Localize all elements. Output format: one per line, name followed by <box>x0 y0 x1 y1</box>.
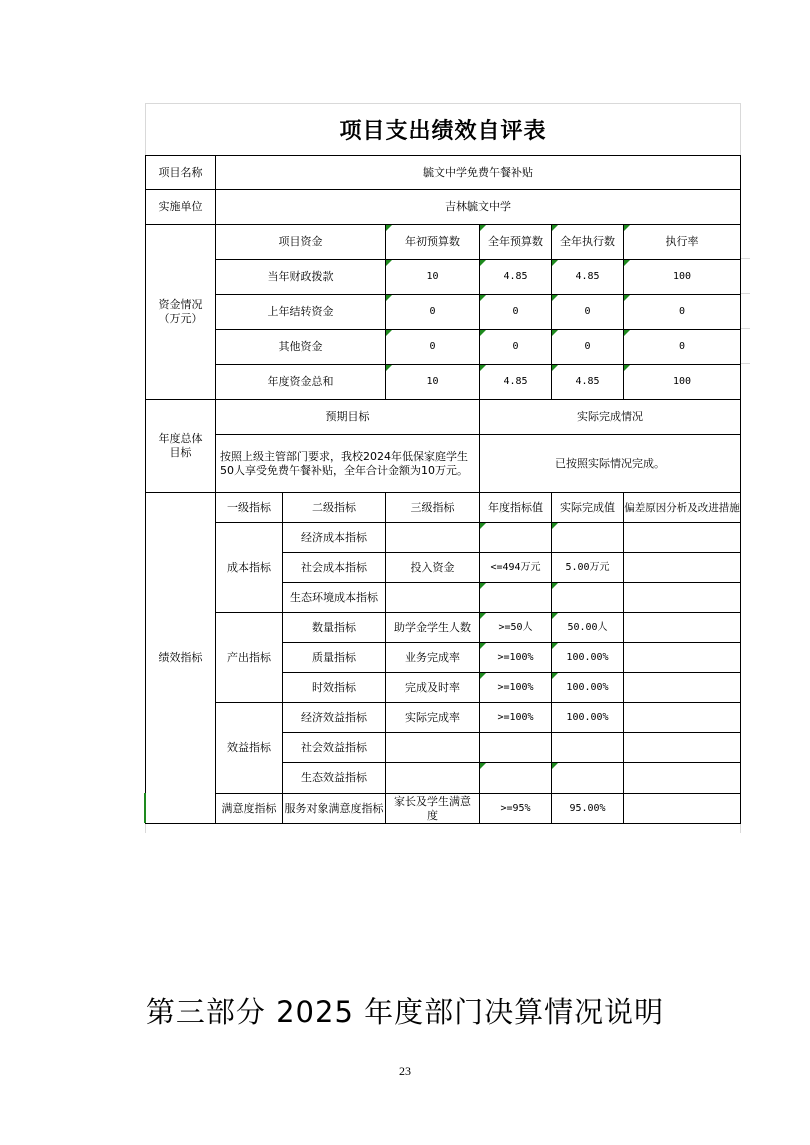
level1-cost: 成本指标 <box>215 522 283 613</box>
target-value: >=100% <box>479 642 552 673</box>
deviation-analysis <box>623 762 741 794</box>
cell-comment-marker <box>624 330 630 336</box>
sheet-gridline <box>741 363 750 364</box>
level3-indicator <box>385 762 480 794</box>
level2-indicator: 服务对象满意度指标 <box>282 793 386 824</box>
level3-indicator <box>385 732 480 763</box>
deviation-analysis <box>623 582 741 613</box>
cell-comment-marker <box>386 295 392 301</box>
funds-value: 10 <box>385 364 480 400</box>
funds-header: 年初预算数 <box>385 224 480 260</box>
target-value <box>479 762 552 794</box>
deviation-analysis <box>623 672 741 703</box>
funds-value: 4.85 <box>479 259 552 295</box>
cell-comment-marker <box>386 260 392 266</box>
deviation-analysis <box>623 702 741 733</box>
actual-value: 50.00人 <box>551 612 624 643</box>
cell-comment-marker <box>552 523 558 529</box>
cell-comment-marker <box>552 225 558 231</box>
level2-indicator: 生态效益指标 <box>282 762 386 794</box>
actual-value: 100.00% <box>551 672 624 703</box>
sheet-gridline <box>741 293 750 294</box>
cell-comment-marker <box>480 643 486 649</box>
target-value: >=50人 <box>479 612 552 643</box>
funds-value: 4.85 <box>479 364 552 400</box>
unit-label: 实施单位 <box>145 189 216 225</box>
funds-value: 0 <box>623 329 741 365</box>
cell-comment-marker <box>480 260 486 266</box>
expected-goal-text: 按照上级主管部门要求，我校2024年低保家庭学生50人享受免费午餐补贴，全年合计金额为10万元。 <box>215 434 480 493</box>
goals-section-label: 年度总体目标 <box>145 399 216 493</box>
cell-comment-marker <box>552 763 558 769</box>
sheet-gridline <box>741 328 750 329</box>
indicator-header: 一级指标 <box>215 492 283 523</box>
level3-indicator: 助学金学生人数 <box>385 612 480 643</box>
level1-benefit: 效益指标 <box>215 702 283 794</box>
page-number: 23 <box>399 1064 411 1078</box>
deviation-analysis <box>623 732 741 763</box>
cell-comment-marker <box>480 330 486 336</box>
table-title: 项目支出绩效自评表 <box>339 118 547 144</box>
level3-indicator: 投入资金 <box>385 552 480 583</box>
cell-comment-marker <box>480 225 486 231</box>
funds-value: 0 <box>623 294 741 330</box>
funds-value: 4.85 <box>551 364 624 400</box>
indicator-header: 偏差原因分析及改进措施 <box>623 492 741 523</box>
funds-header: 执行率 <box>623 224 741 260</box>
funds-value: 0 <box>479 294 552 330</box>
cell-comment-marker <box>480 763 486 769</box>
funds-value: 0 <box>479 329 552 365</box>
funds-value: 10 <box>385 259 480 295</box>
cell-comment-marker <box>480 583 486 589</box>
funds-value: 4.85 <box>551 259 624 295</box>
cell-comment-marker <box>480 673 486 679</box>
actual-value: 95.00% <box>551 793 624 824</box>
actual-value: 100.00% <box>551 642 624 673</box>
actual-value <box>551 762 624 794</box>
funds-row-label: 当年财政拨款 <box>215 259 386 295</box>
sheet-gridline <box>741 258 750 259</box>
funds-value: 100 <box>623 259 741 295</box>
deviation-analysis <box>623 642 741 673</box>
target-value: >=100% <box>479 702 552 733</box>
funds-row-label: 上年结转资金 <box>215 294 386 330</box>
level3-indicator <box>385 522 480 553</box>
project-name-label: 项目名称 <box>145 155 216 190</box>
funds-header: 全年执行数 <box>551 224 624 260</box>
cell-comment-marker <box>480 365 486 371</box>
funds-value: 0 <box>551 329 624 365</box>
selection-indicator <box>144 793 146 823</box>
cell-comment-marker <box>552 330 558 336</box>
funds-value: 0 <box>551 294 624 330</box>
funds-header: 全年预算数 <box>479 224 552 260</box>
level3-indicator <box>385 582 480 613</box>
indicator-header: 年度指标值 <box>479 492 552 523</box>
expected-goal-header: 预期目标 <box>215 399 480 435</box>
cell-comment-marker <box>624 225 630 231</box>
actual-value <box>551 522 624 553</box>
level2-indicator: 时效指标 <box>282 672 386 703</box>
project-name-value: 毓文中学免费午餐补贴 <box>215 155 741 190</box>
unit-value: 吉林毓文中学 <box>215 189 741 225</box>
cell-comment-marker <box>480 613 486 619</box>
actual-goal-header: 实际完成情况 <box>479 399 741 435</box>
funds-row-label: 年度资金总和 <box>215 364 386 400</box>
level2-indicator: 经济效益指标 <box>282 702 386 733</box>
funds-value: 0 <box>385 294 480 330</box>
level2-indicator: 社会成本指标 <box>282 552 386 583</box>
indicator-header: 三级指标 <box>385 492 480 523</box>
cell-comment-marker <box>552 365 558 371</box>
funds-row-label: 其他资金 <box>215 329 386 365</box>
actual-goal-text: 已按照实际情况完成。 <box>479 434 741 493</box>
level2-indicator: 社会效益指标 <box>282 732 386 763</box>
cell-comment-marker <box>386 330 392 336</box>
indicators-section-label: 绩效指标 <box>145 492 216 824</box>
actual-value <box>551 732 624 763</box>
target-value <box>479 732 552 763</box>
level3-indicator: 完成及时率 <box>385 672 480 703</box>
indicator-header: 实际完成值 <box>551 492 624 523</box>
cell-comment-marker <box>480 295 486 301</box>
target-value <box>479 582 552 613</box>
level3-indicator: 实际完成率 <box>385 702 480 733</box>
deviation-analysis <box>623 522 741 553</box>
cell-comment-marker <box>386 365 392 371</box>
cell-comment-marker <box>552 673 558 679</box>
deviation-analysis <box>623 552 741 583</box>
funds-value: 0 <box>385 329 480 365</box>
level2-indicator: 数量指标 <box>282 612 386 643</box>
level2-indicator: 生态环境成本指标 <box>282 582 386 613</box>
section-heading: 第三部分 2025 年度部门决算情况说明 <box>145 995 665 1029</box>
indicator-header: 二级指标 <box>282 492 386 523</box>
level1-output: 产出指标 <box>215 612 283 703</box>
funds-section-label: 资金情况（万元） <box>145 224 216 400</box>
title-frame <box>145 103 741 156</box>
actual-value: 5.00万元 <box>551 552 624 583</box>
deviation-analysis <box>623 612 741 643</box>
level3-indicator: 家长及学生满意度 <box>385 793 480 824</box>
cell-comment-marker <box>480 523 486 529</box>
level1-satisfaction: 满意度指标 <box>215 793 283 824</box>
target-value: <=494万元 <box>479 552 552 583</box>
deviation-analysis <box>623 793 741 824</box>
cell-comment-marker <box>624 260 630 266</box>
target-value: >=95% <box>479 793 552 824</box>
cell-comment-marker <box>552 643 558 649</box>
funds-value: 100 <box>623 364 741 400</box>
level2-indicator: 质量指标 <box>282 642 386 673</box>
cell-comment-marker <box>552 613 558 619</box>
level2-indicator: 经济成本指标 <box>282 522 386 553</box>
cell-comment-marker <box>624 365 630 371</box>
cell-comment-marker <box>624 295 630 301</box>
level3-indicator: 业务完成率 <box>385 642 480 673</box>
funds-header: 项目资金 <box>215 224 386 260</box>
cell-comment-marker <box>386 225 392 231</box>
cell-comment-marker <box>552 583 558 589</box>
target-value <box>479 522 552 553</box>
target-value: >=100% <box>479 672 552 703</box>
cell-comment-marker <box>552 260 558 266</box>
cell-comment-marker <box>552 295 558 301</box>
actual-value: 100.00% <box>551 702 624 733</box>
actual-value <box>551 582 624 613</box>
